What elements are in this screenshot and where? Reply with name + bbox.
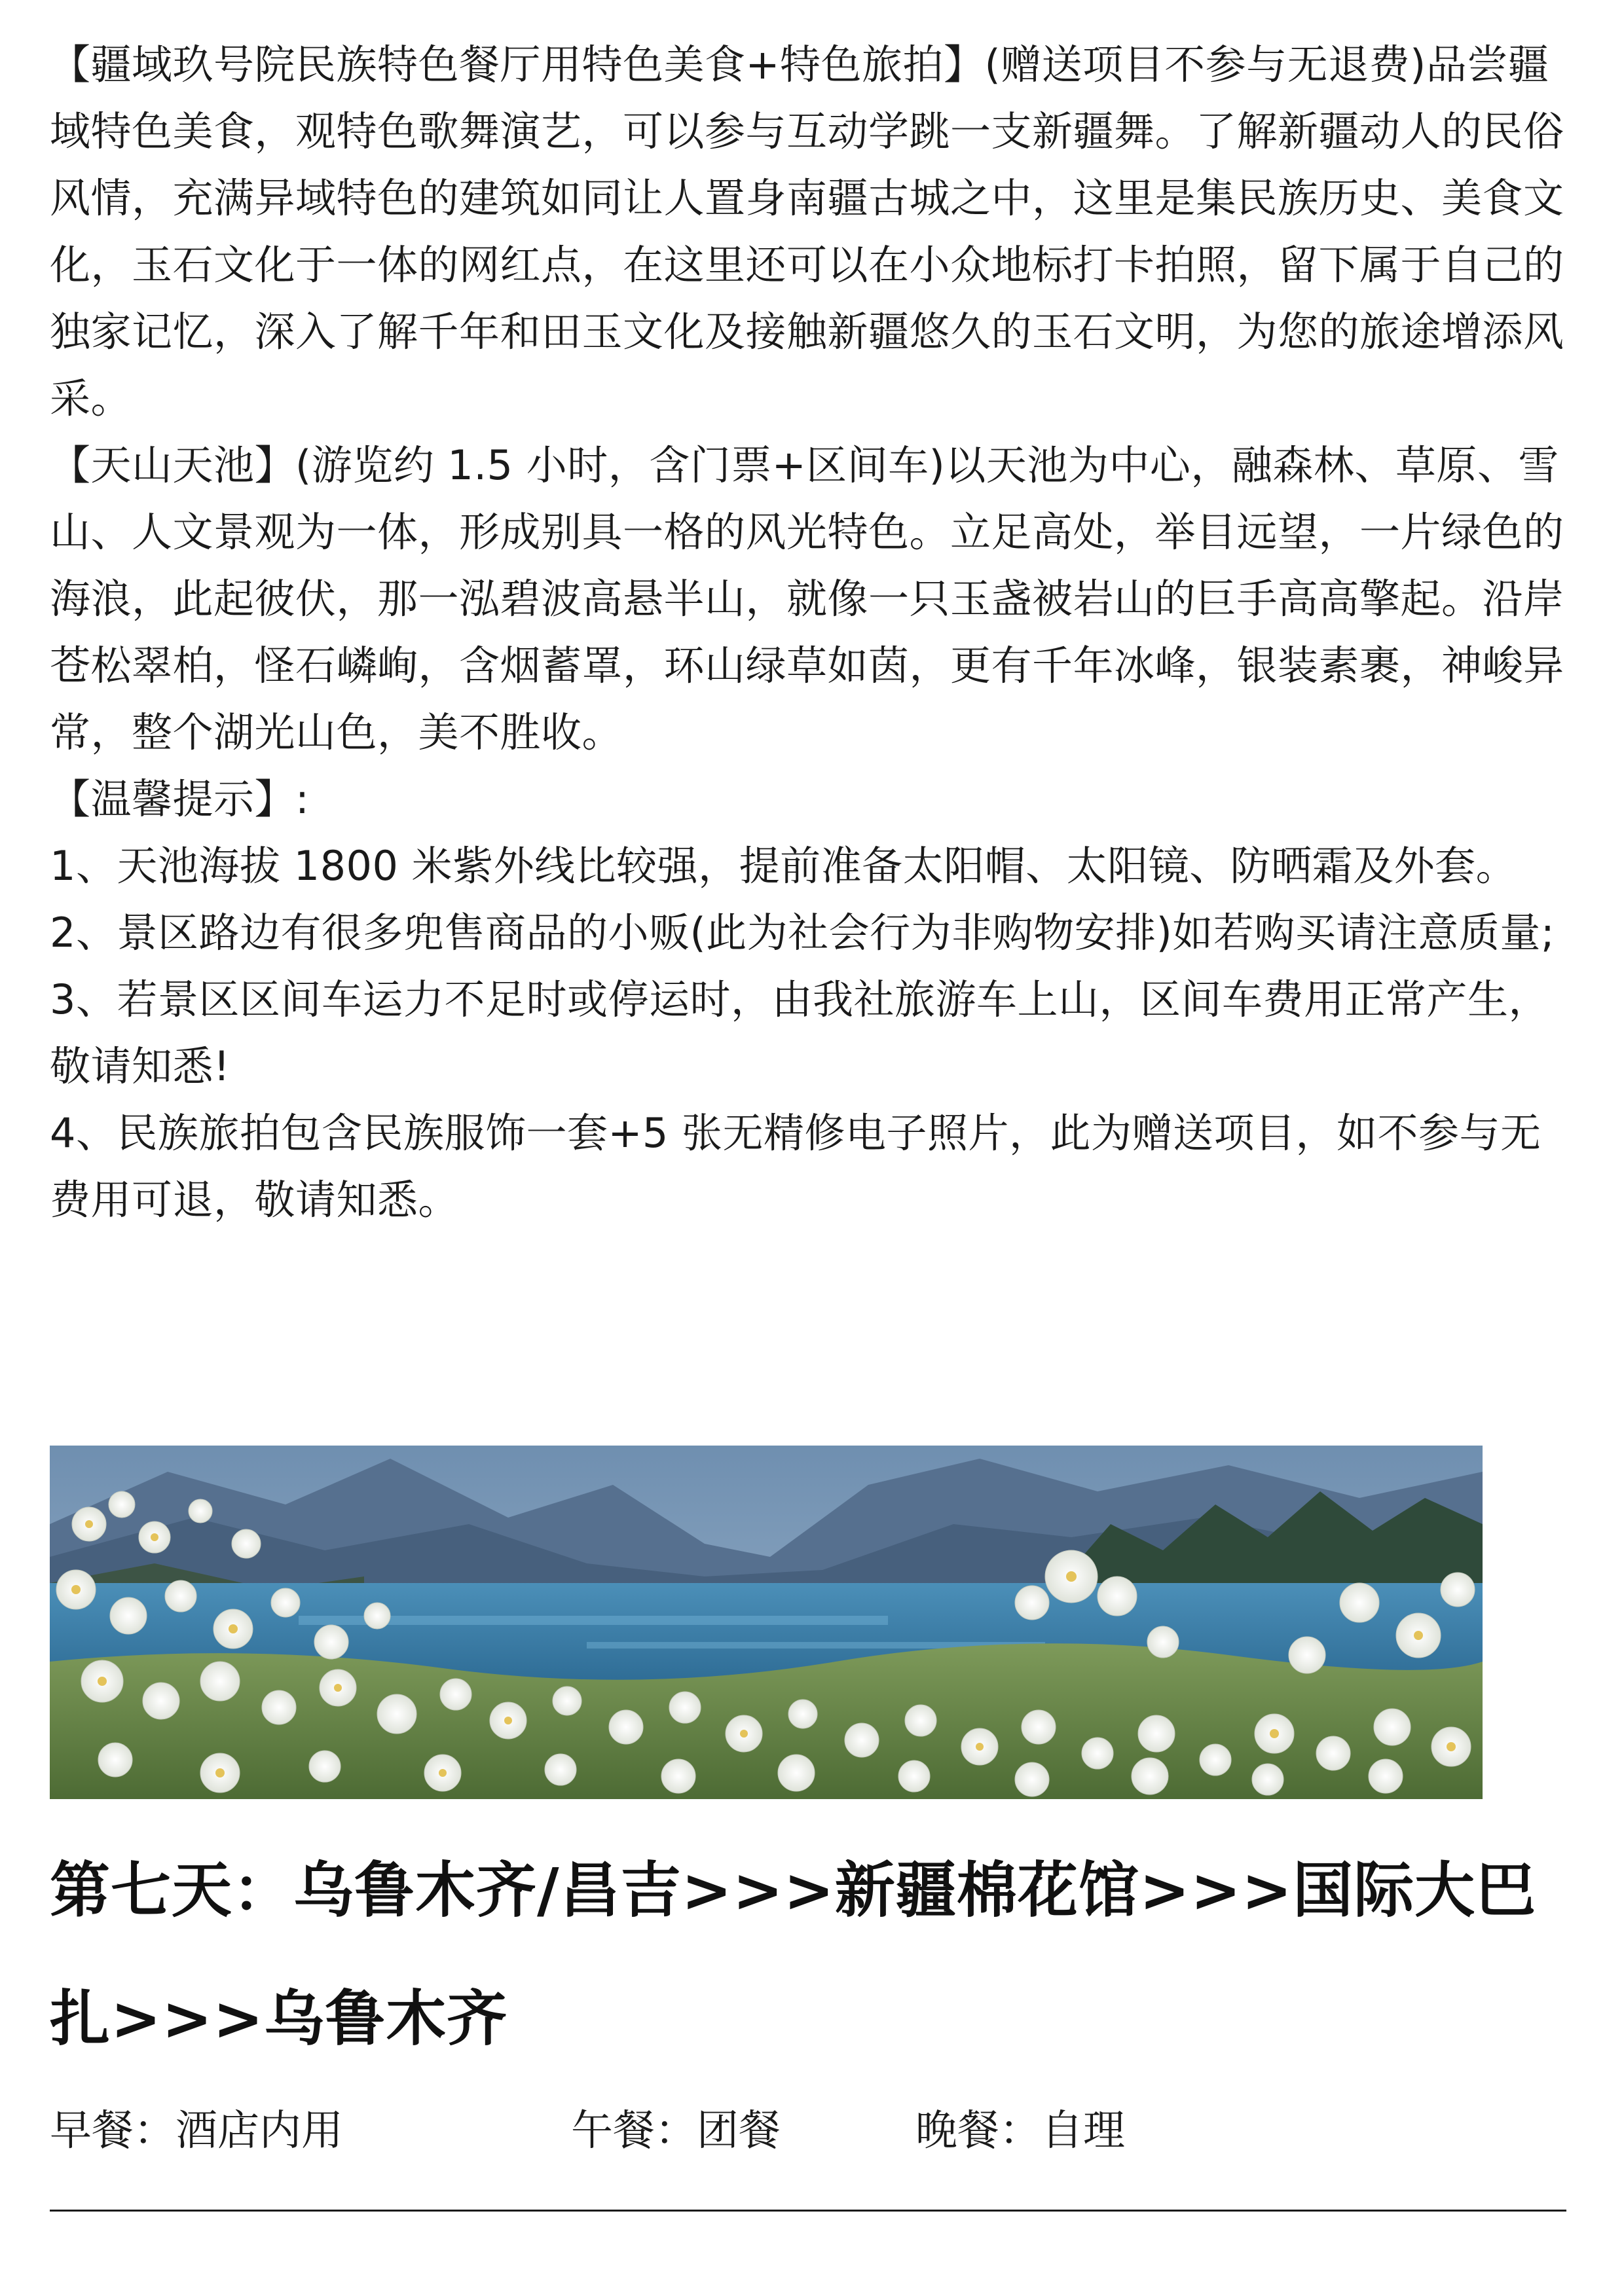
paragraph-tianchi: 【天山天池】(游览约 1.5 小时，含门票+区间车)以天池为中心，融森林、草原、雪山、人文景观为一体，形成别具一格的风光特色。立足高处，举目远望，一片绿色的海浪，此起彼伏，那一泓碧波高悬半山，就像一只玉盏被岩山的巨手高高擎起。沿岸苍松翠柏，怪石嶙峋，含烟蓄罩，环山绿草如茵，更有千年冰峰，银装素裹，神峻异常，整个湖光山色，美不胜收。 <box>50 441 1564 756</box>
meal-lunch: 午餐：团餐 <box>571 2107 781 2155</box>
tips-heading: 【温馨提示】: <box>50 775 310 823</box>
tip-item-1: 1、天池海拔 1800 米紫外线比较强，提前准备太阳帽、太阳镜、防晒霜及外套。 <box>50 842 1517 890</box>
tip-item-4: 4、民族旅拍包含民族服饰一套+5 张无精修电子照片，此为赠送项目，如不参与无费用可退，敬请知悉。 <box>50 1109 1541 1224</box>
meal-dinner: 晚餐：自理 <box>915 2107 1125 2155</box>
tip-item-2: 2、景区路边有很多兜售商品的小贩(此为社会行为非购物安排)如若购买请注意质量; <box>50 909 1555 957</box>
tip-item-3: 3、若景区区间车运力不足时或停运时，由我社旅游车上山，区间车费用正常产生，敬请知悉! <box>50 975 1549 1090</box>
lake-flowers-illustration <box>50 1446 1483 1799</box>
paragraph-restaurant: 【疆域玖号院民族特色餐厅用特色美食+特色旅拍】(赠送项目不参与无退费)品尝疆域特色美食，观特色歌舞演艺，可以参与互动学跳一支新疆舞。了解新疆动人的民俗风情，充满异域特色的建筑如同让人置身南疆古城之中，这里是集民族历史、美食文化，玉石文化于一体的网红点，在这里还可以在小众地标打卡拍照，留下属于自己的独家记忆，深入了解千年和田玉文化及接触新疆悠久的玉石文明，为您的旅途增添风采。 <box>50 41 1564 422</box>
day-seven-title: 第七天：乌鲁木齐/昌吉>>>新疆棉花馆>>>国际大巴扎>>>乌鲁木齐 <box>50 1855 1537 2054</box>
meal-info-row <box>50 2095 1582 2167</box>
meal-breakfast: 早餐：酒店内用 <box>50 2107 343 2155</box>
divider-line <box>50 2210 1566 2212</box>
tianchi-lake-photo <box>50 1446 1483 1799</box>
itinerary-body <box>50 31 1582 1233</box>
